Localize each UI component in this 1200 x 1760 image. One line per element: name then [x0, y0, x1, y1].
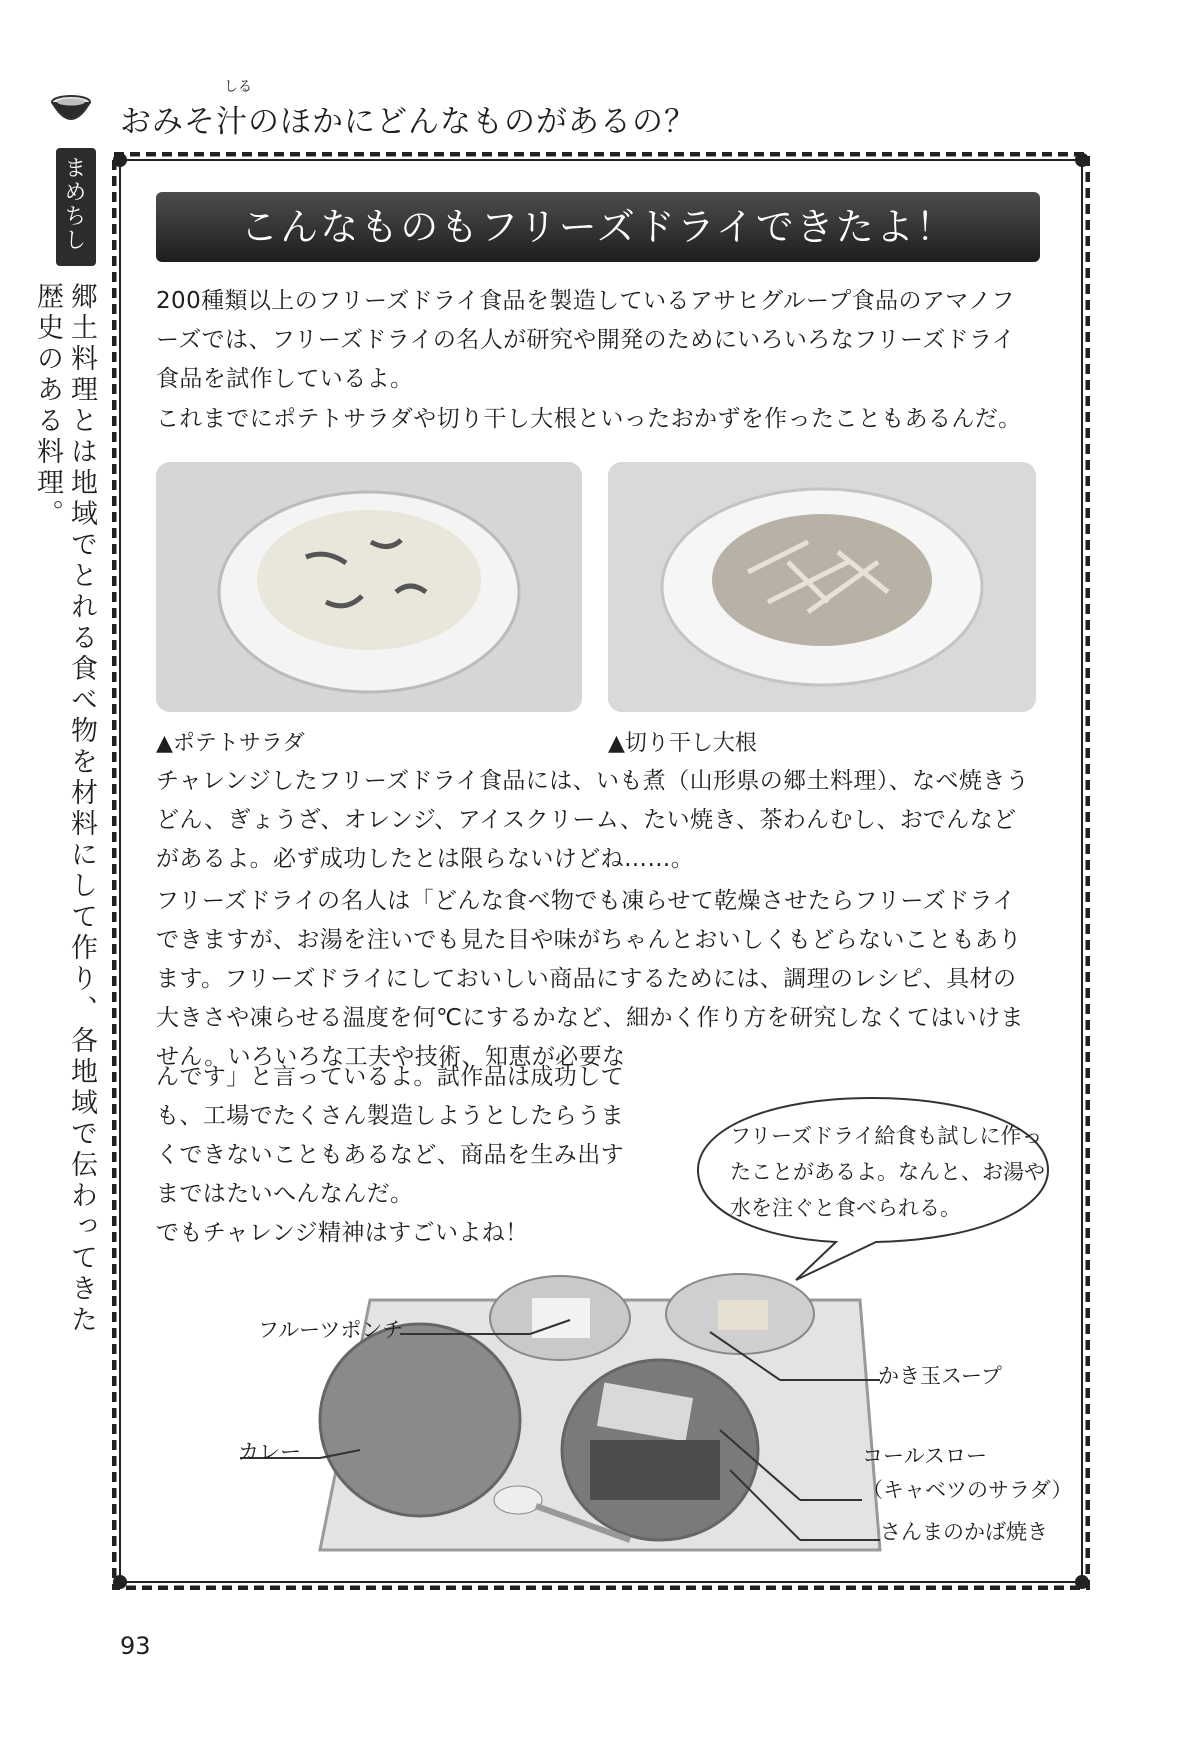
miso-bowl-icon: [50, 94, 92, 122]
page-title: おみそ汁のほかにどんなものがあるの？: [120, 104, 696, 140]
potato-salad-photo: [156, 462, 582, 712]
spirit-text: でもチャレンジ精神はすごいよね！: [156, 1220, 529, 1246]
title-ruby: しる: [224, 79, 252, 95]
intro-paragraph: 200種類以上のフリーズドライ食品を製造しているアサヒグループ食品のアマノフーズでは、フリーズドライの名人が研究や開発のためにいろいろなフリーズドライ食品を試作しているよ。: [156, 288, 1016, 392]
potato-salad-caption: ▲ポテトサラダ: [156, 731, 305, 756]
banner-heading: こんなものもフリーズドライできたよ！: [240, 205, 956, 249]
coleslaw-note-label: （キャベツのサラダ）: [862, 1478, 1073, 1502]
trial-text: んです」と言っているよ。試作品は成功しても、工場でたくさん製造しようとしたらうまくできないこともあるなど、商品を生み出すまではたいへんなんだ。: [156, 1064, 624, 1207]
fruit-punch-label: フルーツポンチ: [258, 1318, 404, 1342]
sanma-label: さんまのかば焼き: [880, 1520, 1048, 1544]
label-leader-lines: [200, 1310, 1100, 1550]
dried-radish-photo: [608, 462, 1036, 712]
curry-label: カレー: [238, 1440, 301, 1464]
trivia-note: 郷土料理とは地域でとれる食べ物を材料にして作り、各地域で伝わってきた歴史のある料理。: [32, 282, 97, 1336]
master-quote-paragraph: フリーズドライの名人は「どんな食べ物でも凍らせて乾燥させたらフリーズドライできますが、お湯を注いでも見た目や味がちゃんとおいしくもどらないこともあります。フリーズドライにしておいしい商品にするためには、調理のレシピ、具材の大きさや凍らせる温度を何℃にするかなど、細かく作り方を研究しなくてはいけません。いろいろな工夫や技術、知恵が必要な: [156, 888, 1024, 1070]
dishes-paragraph: これまでにポテトサラダや切り干し大根といったおかずを作ったこともあるんだ。: [156, 406, 1022, 432]
kakitama-soup-label: かき玉スープ: [878, 1364, 1002, 1388]
trivia-tab: [30, 148, 96, 266]
dried-radish-caption: ▲切り干し大根: [608, 731, 757, 756]
trial-paragraph: [156, 1058, 636, 1253]
challenge-paragraph: チャレンジしたフリーズドライ食品には、いも煮（山形県の郷土料理）、なべ焼きうどん、ぎょうざ、オレンジ、アイスクリーム、たい焼き、茶わんむし、おでんなどがあるよ。必ず成功したとは限らないけどね……。: [156, 768, 1030, 872]
trivia-tab-label: まめちしき: [30, 156, 86, 252]
coleslaw-label: コールスロー: [862, 1444, 987, 1468]
section-banner: [156, 192, 1040, 262]
bubble-text: フリーズドライ給食も試しに作ったことがあるよ。なんと、お湯や水を注ぐと食べられる。: [730, 1124, 1045, 1220]
page-number: 93: [120, 1632, 151, 1660]
